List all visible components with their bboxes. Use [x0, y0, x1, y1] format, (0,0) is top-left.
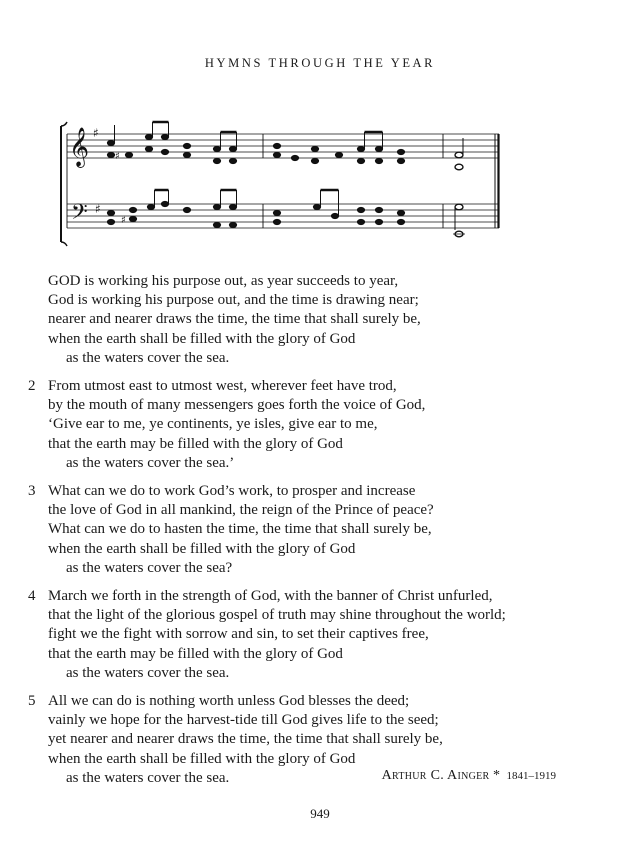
- page-number: 949: [310, 806, 330, 821]
- verse-line: nearer and nearer draws the time, the time that shall surely be,: [48, 311, 421, 328]
- verse-line: by the mouth of many messengers goes forth the voice of God,: [48, 397, 426, 414]
- verse-line: March we forth in the strength of God, with the banner of Christ unfurled,: [48, 588, 493, 605]
- svg-text:♯: ♯: [121, 215, 126, 226]
- music-score: [55, 118, 510, 250]
- verse-refrain: as the waters cover the sea.’: [66, 454, 235, 471]
- verse-number: 3: [28, 483, 36, 500]
- author-name: Arthur C. Ainger: [381, 768, 490, 783]
- svg-text:𝄢: 𝄢: [71, 200, 88, 230]
- verse-1: [28, 272, 618, 368]
- verse-line: What can we do to hasten the time, the time that shall surely be,: [48, 521, 432, 538]
- verse-3: [28, 482, 618, 578]
- verse-line: From utmost east to utmost west, wherever feet have trod,: [48, 378, 397, 395]
- verse-line: when the earth shall be filled with the glory of God: [48, 540, 356, 557]
- verse-line: What can we do to work God’s work, to prosper and increase: [48, 483, 416, 500]
- verse-2: [28, 377, 618, 473]
- verse-line: yet nearer and nearer draws the time, the time that shall surely be,: [48, 731, 443, 748]
- verse-line: fight we the fight with sorrow and sin, to set their captives free,: [48, 626, 429, 643]
- author-dates: 1841–1919: [506, 770, 556, 782]
- svg-text:♯: ♯: [93, 126, 99, 140]
- verse-line: the love of God in all mankind, the reign of the Prince of peace?: [48, 502, 434, 519]
- svg-text:♯: ♯: [95, 202, 101, 216]
- running-head: HYMNS THROUGH THE YEAR: [204, 56, 436, 70]
- verses: [28, 272, 618, 797]
- altered-marker: *: [493, 768, 500, 783]
- svg-text:♯: ♯: [115, 151, 120, 162]
- verse-refrain: as the waters cover the sea?: [66, 559, 233, 576]
- verse-line: ‘Give ear to me, ye continents, ye isles, give ear to me,: [48, 416, 378, 433]
- verse-number: 2: [28, 378, 36, 395]
- verse-line: that the light of the glorious gospel of truth may shine throughout the world;: [48, 607, 506, 624]
- verse-number: 5: [28, 693, 36, 710]
- verse-refrain: as the waters cover the sea.: [66, 664, 230, 681]
- verse-line: GOD is working his purpose out, as year succeeds to year,: [48, 273, 399, 289]
- verse-line: God is working his purpose out, and the time is drawing near;: [48, 292, 419, 309]
- verse-number: 4: [28, 588, 36, 605]
- verse-refrain: as the waters cover the sea.: [66, 769, 230, 786]
- attribution: [382, 768, 556, 784]
- verse-line: when the earth shall be filled with the glory of God: [48, 750, 356, 767]
- svg-text:𝄞: 𝄞: [69, 127, 90, 167]
- verse-line: vainly we hope for the harvest-tide till God gives life to the seed;: [48, 712, 439, 729]
- verse-4: [28, 587, 618, 683]
- verse-line: that the earth may be filled with the glory of God: [48, 435, 343, 452]
- verse-refrain: as the waters cover the sea.: [66, 349, 230, 366]
- verse-line: All we can do is nothing worth unless God blesses the deed;: [48, 693, 410, 710]
- verse-line: that the earth may be filled with the glory of God: [48, 645, 343, 662]
- verse-line: when the earth shall be filled with the glory of God: [48, 330, 356, 347]
